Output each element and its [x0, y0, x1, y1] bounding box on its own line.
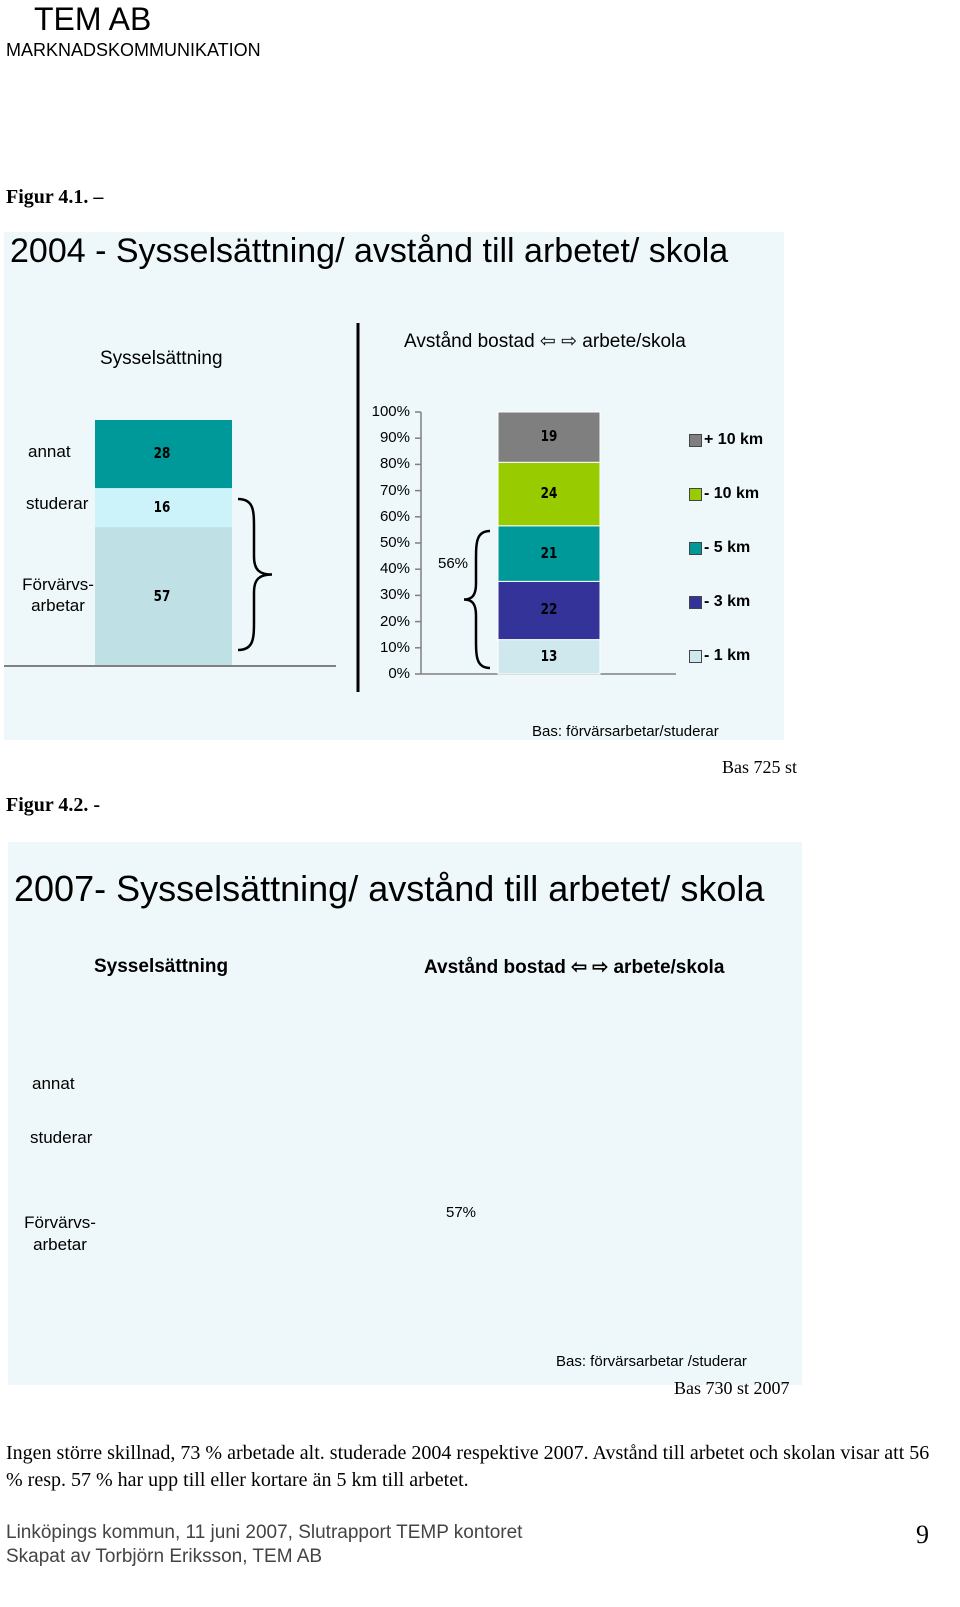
figure-1-distance-value-1: 22	[540, 600, 558, 619]
figure-1-legend-label-1: - 10 km	[704, 485, 760, 502]
figure-1-distance-brace	[464, 531, 490, 668]
figure-2-title: 2007- Sysselsättning/ avstånd till arbetet/ skola	[14, 868, 765, 909]
figure-1-graphics	[4, 323, 676, 692]
figure-1-legend-label-4: - 1 km	[704, 647, 751, 664]
figure-1-distance-value-0: 13	[540, 646, 558, 665]
figure-1-distance-heading: Avstånd bostad ⇦ ⇨ arbete/skola	[404, 331, 686, 352]
figure-1-distance-value-3: 24	[540, 484, 558, 503]
footer-line-2: Skapat av Torbjörn Eriksson, TEM AB	[6, 1546, 323, 1567]
figure-1-legend-swatch-2	[689, 542, 702, 555]
figure-1-tick-label-5: 50%	[379, 534, 410, 551]
footer-line-1: Linköpings kommun, 11 juni 2007, Slutrapport TEMP kontoret	[6, 1522, 523, 1543]
figure-1-tick-label-9: 10%	[379, 638, 410, 656]
figure-1-tick-label-4: 60%	[379, 507, 410, 525]
figure-1-title: 2004 - Sysselsättning/ avstånd till arbetet/ skola	[10, 232, 729, 270]
figure-2-label: Figur 4.2. -	[6, 794, 101, 816]
company-name: TEM AB	[34, 1, 152, 37]
figure-1-bracket-percent: 56%	[438, 555, 469, 572]
figure-1-tick-label-7: 30%	[379, 586, 410, 604]
figure-1-tick-label-1: 90%	[379, 429, 410, 447]
figure-1-base-count: Bas 725 st	[722, 757, 798, 777]
figure-1-legend-swatch-0	[689, 434, 702, 447]
figure-1-employment-value-0: 28	[153, 444, 171, 463]
figure-1-category-studerar: studerar	[26, 494, 89, 513]
figure-1-category-annat: annat	[28, 442, 71, 461]
figure-1-legend-label-0: + 10 km	[704, 431, 764, 448]
figure-1-legend-swatch-4	[689, 650, 702, 663]
figure-2-base-label: Bas: förvärsarbetar /studerar	[556, 1353, 747, 1370]
figure-1-base-label: Bas: förvärsarbetar/studerar	[532, 723, 719, 740]
summary-text: Ingen större skillnad, 73 % arbetade alt. studerade 2004 respektive 2007. Avstånd till arbetet och skolan visar att 56 % resp. 57 % har upp till eller kortare än 5 km till arbetet.	[6, 1442, 930, 1491]
figure-2-base-count: Bas 730 st 2007	[674, 1378, 790, 1398]
figure-1-employment-heading: Sysselsättning	[100, 348, 223, 369]
figure-2-category-studerar: studerar	[30, 1128, 93, 1147]
figure-1-employment-value-1: 16	[153, 497, 171, 516]
page-number: 9	[916, 1520, 929, 1549]
figure-1-tick-label-2: 80%	[379, 455, 410, 473]
figure-1-tick-label-0: 100%	[371, 403, 410, 420]
figure-2-category-forvarvsarbetar: Förvärvs- arbetar	[24, 1213, 96, 1254]
figure-1-tick-label-3: 70%	[379, 481, 410, 499]
figure-2-bracket-percent: 57%	[446, 1204, 477, 1221]
figure-1-distance-value-2: 21	[540, 543, 558, 562]
figure-1-employment-brace	[238, 499, 272, 650]
figure-1-tick-label-8: 20%	[379, 612, 410, 630]
figure-2-category-annat: annat	[32, 1074, 75, 1093]
figure-2-employment-heading: Sysselsättning	[94, 956, 229, 977]
figure-1-legend-swatch-1	[689, 488, 702, 501]
figure-1-label: Figur 4.1. –	[6, 186, 104, 208]
figure-1-legend-label-3: - 3 km	[704, 593, 751, 610]
figure-1-distance-value-4: 19	[540, 427, 558, 446]
figure-1-legend-swatch-3	[689, 596, 702, 609]
figure-2-chart-area	[8, 842, 802, 1385]
figure-1-tick-label-10: 0%	[388, 665, 410, 682]
figure-1-tick-label-6: 40%	[379, 560, 410, 578]
figure-2-distance-heading: Avstånd bostad ⇦ ⇨ arbete/skola	[424, 957, 725, 978]
figure-1-employment-value-2: 57	[153, 586, 171, 605]
department-name: MARKNADSKOMMUNIKATION	[6, 40, 261, 60]
figure-1-category-forvarvsarbetar: Förvärvs- arbetar	[22, 575, 94, 615]
figure-1-legend-label-2: - 5 km	[704, 539, 751, 556]
